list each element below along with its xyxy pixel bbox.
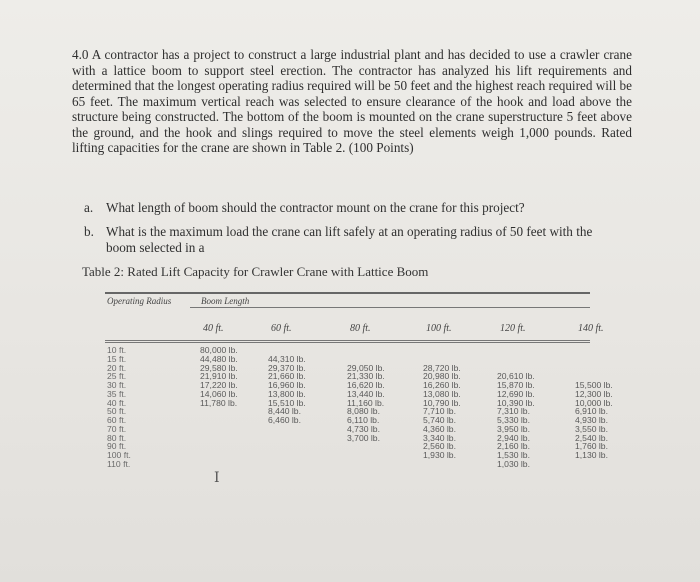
- capacity-cell: 10,390 lb.: [497, 397, 535, 408]
- capacity-cell: 12,690 lb.: [497, 388, 535, 399]
- capacity-cell: 10,000 lb.: [575, 397, 613, 408]
- radius-cell: 15 ft.: [107, 353, 127, 364]
- capacity-cell: 6,910 lb.: [575, 406, 608, 417]
- radius-cell: 20 ft.: [107, 362, 127, 373]
- question-b-mark: b.: [84, 224, 94, 239]
- capacity-cell: 5,330 lb.: [497, 415, 530, 425]
- header-bottom-rule-2: [105, 342, 590, 343]
- capacity-cell: 12,300 lb.: [575, 388, 613, 399]
- capacity-cell: 3,550 lb.: [575, 423, 608, 434]
- radius-cell: 100 ft.: [107, 450, 131, 460]
- radius-cell: 35 ft.: [107, 388, 127, 399]
- capacity-cell: 13,080 lb.: [423, 388, 461, 399]
- capacity-cell: 13,800 lb.: [268, 388, 306, 399]
- capacity-cell: 16,620 lb.: [347, 380, 385, 390]
- capacity-cell: 16,260 lb.: [423, 380, 461, 390]
- capacity-cell: 6,110 lb.: [347, 415, 380, 425]
- capacity-cell: 44,480 lb.: [200, 353, 238, 364]
- radius-cell: 70 ft.: [107, 423, 127, 434]
- boom-length-col-header: 140 ft.: [578, 323, 604, 334]
- capacity-cell: 1,530 lb.: [497, 450, 530, 460]
- boom-header-rule: [190, 307, 590, 308]
- boom-length-col-header: 100 ft.: [426, 323, 452, 334]
- question-b: [84, 224, 624, 256]
- question-a-text: What length of boom should the contractor mount on the crane for this project?: [106, 200, 525, 215]
- capacity-cell: 1,030 lb.: [497, 458, 530, 469]
- capacity-cell: 16,960 lb.: [268, 380, 306, 390]
- capacity-cell: 8,080 lb.: [347, 406, 380, 417]
- capacity-cell: 7,710 lb.: [423, 406, 456, 417]
- capacity-cell: 4,930 lb.: [575, 415, 608, 425]
- capacity-cell: 17,220 lb.: [200, 380, 238, 390]
- question-b-text: What is the maximum load the crane can lift safely at an operating radius of 50 feet with the boom selected in a: [106, 224, 593, 255]
- boom-length-col-header: 80 ft.: [350, 323, 371, 334]
- capacity-cell: 15,870 lb.: [497, 380, 535, 390]
- radius-cell: 30 ft.: [107, 380, 127, 390]
- problem-statement: 4.0 A contractor has a project to construct a large industrial plant and has decided to use a crawler crane with a lattice boom to support steel erection. The contractor has analyzed his lift requirements and determined that the longest operating radius required will be 50 feet and the highest reach required will be 65 feet. The maximum vertical reach was selected to ensure clearance of the hook and load above the structure being constructed. The bottom of the boom is mounted on the crane superstructure 5 feet above the ground, and the hook and slings required to move the steel elements weigh 1,000 pounds. Rated lifting capacities for the crane are shown in Table 2. (100 Points): [72, 47, 632, 155]
- capacity-cell: 15,510 lb.: [268, 397, 306, 408]
- text-cursor-icon: I: [214, 470, 220, 486]
- capacity-cell: 44,310 lb.: [268, 353, 306, 364]
- capacity-cell: 3,340 lb.: [423, 432, 456, 443]
- capacity-cell: 14,060 lb.: [200, 388, 238, 399]
- radius-cell: 50 ft.: [107, 406, 127, 417]
- header-bottom-rule: [105, 340, 590, 341]
- capacity-cell: 2,540 lb.: [575, 432, 608, 443]
- capacity-cell: 3,950 lb.: [497, 423, 530, 434]
- capacity-cell: 15,500 lb.: [575, 380, 613, 390]
- radius-header: Operating Radius: [107, 296, 172, 306]
- capacity-cell: 5,740 lb.: [423, 415, 456, 425]
- capacity-cell: 28,720 lb.: [423, 362, 461, 373]
- capacity-cell: 4,360 lb.: [423, 423, 456, 434]
- capacity-cell: 7,310 lb.: [497, 406, 530, 417]
- boom-length-header: Boom Length: [201, 296, 250, 306]
- capacity-cell: 2,940 lb.: [497, 432, 530, 443]
- table-top-rule: [105, 292, 590, 294]
- radius-cell: 40 ft.: [107, 397, 127, 408]
- capacity-cell: 1,760 lb.: [575, 441, 608, 452]
- boom-length-col-header: 120 ft.: [500, 323, 526, 334]
- capacity-cell: 29,580 lb.: [200, 362, 238, 373]
- radius-cell: 25 ft.: [107, 371, 127, 382]
- capacity-cell: 4,730 lb.: [347, 423, 380, 434]
- capacity-cell: 1,130 lb.: [575, 450, 608, 460]
- question-a-mark: a.: [84, 200, 94, 215]
- capacity-cell: 21,660 lb.: [268, 371, 306, 382]
- capacity-cell: 6,460 lb.: [268, 415, 301, 425]
- radius-cell: 90 ft.: [107, 441, 127, 452]
- capacity-cell: 13,440 lb.: [347, 388, 385, 399]
- boom-length-col-header: 40 ft.: [203, 323, 224, 334]
- radius-cell: 10 ft.: [107, 345, 127, 355]
- capacity-cell: 11,780 lb.: [200, 397, 238, 408]
- radius-cell: 110 ft.: [107, 458, 131, 469]
- capacity-cell: 2,160 lb.: [497, 441, 530, 452]
- capacity-cell: 3,700 lb.: [347, 432, 380, 443]
- capacity-cell: 29,050 lb.: [347, 362, 385, 373]
- capacity-cell: 8,440 lb.: [268, 406, 301, 417]
- capacity-table: [105, 292, 655, 522]
- capacity-cell: 11,160 lb.: [347, 397, 385, 408]
- capacity-cell: 1,930 lb.: [423, 450, 456, 460]
- capacity-cell: 20,980 lb.: [423, 371, 461, 382]
- capacity-cell: 21,330 lb.: [347, 371, 385, 382]
- table-caption: Table 2: Rated Lift Capacity for Crawler Crane with Lattice Boom: [82, 264, 429, 279]
- capacity-cell: 20,610 lb.: [497, 371, 535, 382]
- capacity-cell: 80,000 lb.: [200, 345, 238, 355]
- capacity-cell: 2,560 lb.: [423, 441, 456, 452]
- radius-cell: 80 ft.: [107, 432, 127, 443]
- capacity-cell: 29,370 lb.: [268, 362, 306, 373]
- capacity-cell: 10,790 lb.: [423, 397, 461, 408]
- capacity-cell: 21,910 lb.: [200, 371, 238, 382]
- question-a: [84, 200, 624, 216]
- radius-cell: 60 ft.: [107, 415, 127, 425]
- boom-length-col-header: 60 ft.: [271, 323, 292, 334]
